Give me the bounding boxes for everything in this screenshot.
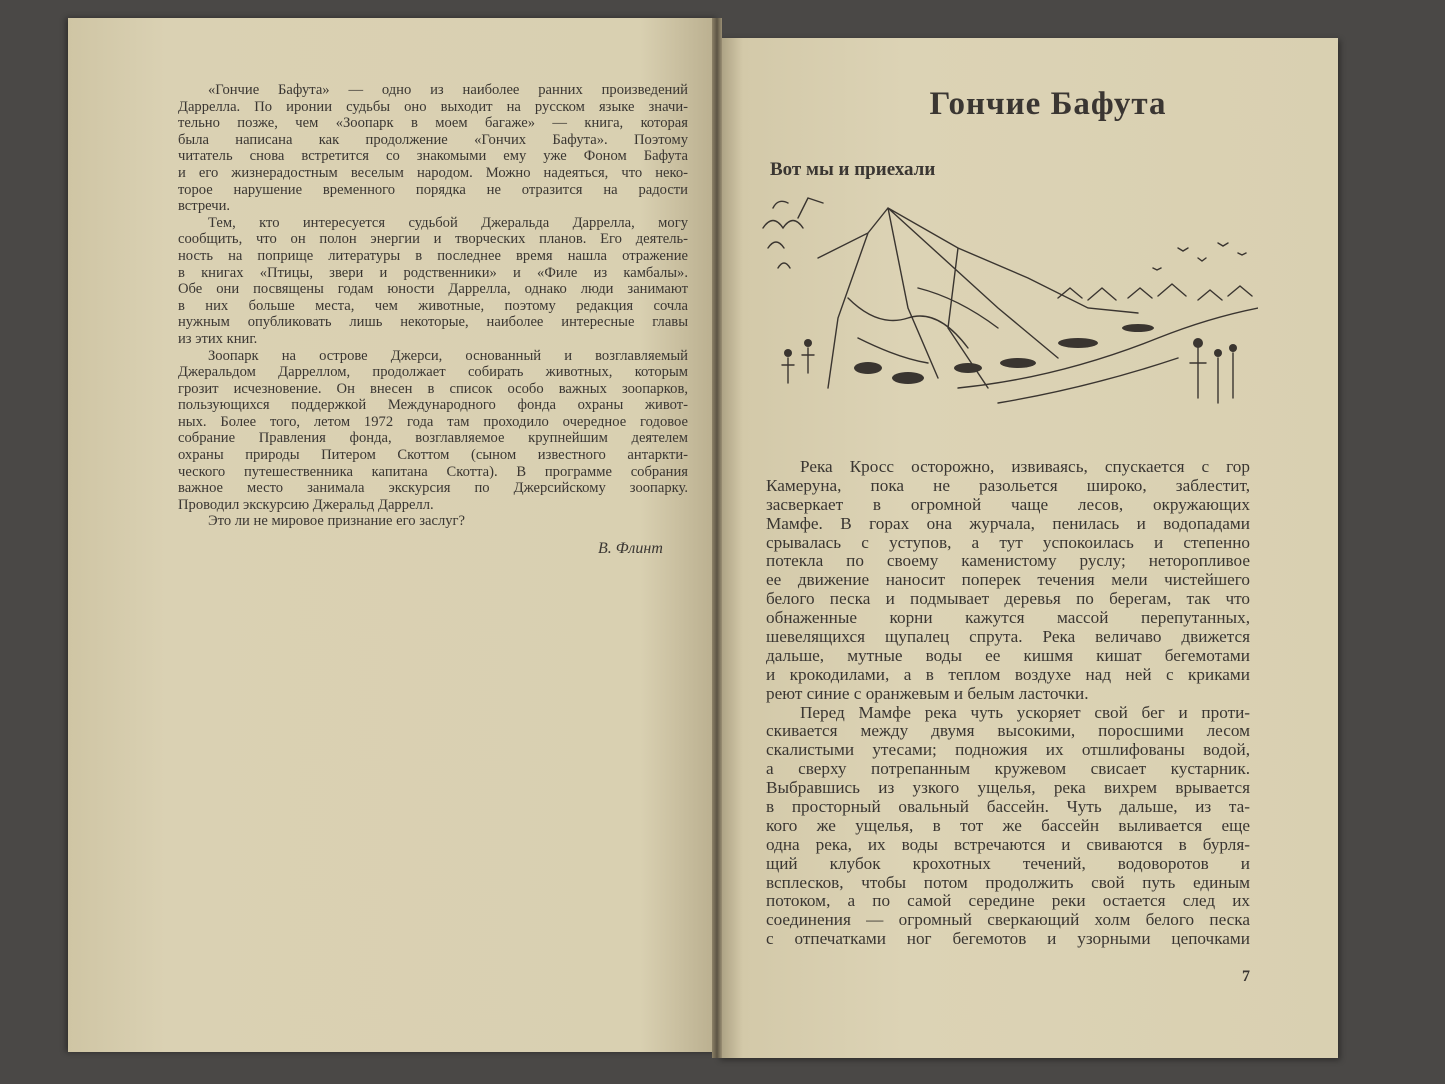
text-line: пользующихся поддержкой Международного фонда охраны живот- xyxy=(178,397,688,414)
text-line: собрание Правления фонда, возглавляемое крупнейшим деятелем xyxy=(178,430,688,447)
text-line: грозит исчезновение. Он внесен в список особо важных зоопарков, xyxy=(178,380,688,397)
birds xyxy=(1153,243,1246,270)
text-line: Тем, кто интересуется судьбой Джеральда Даррелла, могу xyxy=(208,214,688,231)
text-line: с отпечатками ног бегемотов и узорными цепочками xyxy=(766,929,1250,949)
text-line: была написана как продолжение «Гончих Бафута». Поэтому xyxy=(178,131,688,148)
paragraph xyxy=(178,513,688,530)
text-line: нужным опубликовать лишь некоторые, наиболее интересные главы xyxy=(178,314,688,331)
preface-text xyxy=(178,82,688,530)
chapter-body-text xyxy=(766,458,1250,949)
text-line: тельно позже, чем «Зоопарк в моем багаже» — книга, которая xyxy=(178,115,688,132)
text-line: в книгах «Птицы, звери и родственники» и «Филе из камбалы». xyxy=(178,264,688,281)
text-line: встречи. xyxy=(178,198,231,215)
text-line: Выбравшись из узкого ущелья, река вихрем врывается xyxy=(766,778,1250,798)
paragraph xyxy=(178,215,688,348)
figure-shape xyxy=(1122,324,1154,332)
tent-folds xyxy=(848,288,998,363)
text-line: белого песка и подмывает деревья по берегам, так что xyxy=(766,589,1250,609)
figure-head xyxy=(1214,349,1222,357)
text-line: «Гончие Бафута» — одно из наиболее ранних произведений xyxy=(208,82,688,98)
text-line: Камеруна, пока не разольется широко, заблестит, xyxy=(766,475,1250,495)
text-line: Джеральдом Дарреллом, продолжает собирать животных, которым xyxy=(178,364,688,381)
text-line: Проводил экскурсию Джеральд Даррелл. xyxy=(178,496,434,513)
foliage xyxy=(763,198,823,268)
text-line: и крокодилами, а в теплом воздухе над ней с криками xyxy=(766,664,1250,684)
text-line: скивается между двумя высокими, поросшими лесом xyxy=(766,721,1250,741)
text-line: кого же ущелья, в тот же бассейн выливается еще xyxy=(766,815,1250,835)
paragraph xyxy=(766,704,1250,950)
text-line: в них больше места, чем животные, поэтому редакция сочла xyxy=(178,297,688,314)
text-line: обнаженные корни кажутся массой перепутанных, xyxy=(766,608,1250,628)
text-line: соединения — огромный сверкающий холм белого песка xyxy=(766,910,1250,930)
text-line: щий клубок крохотных течений, водоворотов и xyxy=(766,853,1250,873)
author-signature: В. Флинт xyxy=(598,540,663,557)
book-spine-gutter xyxy=(712,18,722,1058)
text-line: шевелящихся щупалец спрута. Река величаво движется xyxy=(766,627,1250,647)
text-line: ных. Более того, летом 1972 года там проходило очередное годовое xyxy=(178,413,688,430)
text-line: скалистыми утесами; подножия их отшлифованы водой, xyxy=(766,740,1250,760)
figure-shape xyxy=(892,372,924,384)
figure-shape xyxy=(954,363,982,373)
text-line: из этих книг. xyxy=(178,330,258,347)
distant-huts xyxy=(1058,284,1252,300)
paragraph xyxy=(178,82,688,215)
text-line: срывалась с уступов, а тут успокоилась и степенно xyxy=(766,532,1250,552)
figure-head xyxy=(1193,338,1203,348)
paragraph xyxy=(766,458,1250,704)
riverbank xyxy=(958,308,1258,403)
figure-head xyxy=(784,349,792,357)
text-line: ность на поприще литературы в последнее время нашла отражение xyxy=(178,247,688,264)
text-line: потекла по своему каменистому руслу; неторопливое xyxy=(766,551,1250,571)
text-line: Река Кросс осторожно, извиваясь, спускается с гор xyxy=(800,457,1250,476)
text-line: всплесков, чтобы потом продолжить свой путь единым xyxy=(766,872,1250,892)
text-line: Обе они посвящены годам юности Даррелла, однако люди занимают xyxy=(178,281,688,298)
text-line: важное место занимала экскурсия по Джерсийскому зоопарку. xyxy=(178,480,688,497)
text-line: Это ли не мировое признание его заслуг? xyxy=(208,513,465,530)
text-line: Зоопарк на острове Джерси, основанный и возглавляемый xyxy=(208,347,688,364)
text-line: и его жизнерадостным веселым народом. Можно надеяться, что неко- xyxy=(178,164,688,181)
text-line: одна река, их воды встречаются и свиваются в бурля- xyxy=(766,834,1250,854)
text-line: торое нарушение временного порядка не отразится на радости xyxy=(178,181,688,198)
figure-shape xyxy=(1000,358,1036,368)
figure-shape xyxy=(1058,338,1098,348)
text-line: Перед Мамфе река чуть ускоряет свой бег и проти- xyxy=(800,702,1250,722)
text-line: ческого путешественника капитана Скотта). В программе собрания xyxy=(178,463,688,480)
text-line: дальше, мутные воды ее кишмя кишат бегемотами xyxy=(766,645,1250,665)
paragraph xyxy=(178,348,688,514)
text-line: реют синие с оранжевым и белым ласточки. xyxy=(766,683,1089,703)
figure-shape xyxy=(854,362,882,374)
text-line: потоком, а по самой середине реки остается след их xyxy=(766,891,1250,911)
text-line: сообщить, что он полон энергии и творческих планов. Его деятель- xyxy=(178,231,688,248)
text-line: ее движение наносит поперек течения мели чистейшего xyxy=(766,570,1250,590)
section-title: Вот мы и приехали xyxy=(770,159,936,180)
figure-head xyxy=(804,339,812,347)
chapter-title: Гончие Бафута xyxy=(929,86,1167,122)
text-line: Даррелла. По иронии судьбы оно выходит на русском языке значи- xyxy=(178,98,688,115)
text-line: Мамфе. В горах она журчала, пенилась и водопадами xyxy=(766,513,1250,533)
text-line: в просторный овальный бассейн. Чуть дальше, из та- xyxy=(766,797,1250,817)
text-line: охраны природы Питером Скоттом (сыном известного антаркти- xyxy=(178,447,688,464)
left-book-page xyxy=(68,18,718,1052)
page-number: 7 xyxy=(1242,968,1250,985)
text-line: читатель снова встретится со знакомыми ему уже Фоном Бафута xyxy=(178,148,688,165)
figure-head xyxy=(1229,344,1237,352)
river-camp-illustration xyxy=(758,188,1258,423)
figures xyxy=(782,348,1233,403)
text-line: а сверху потрепанным кружевом свисает кустарник. xyxy=(766,759,1250,779)
right-book-page xyxy=(718,38,1338,1058)
text-line: засверкает в огромной чаще лесов, окружающих xyxy=(766,494,1250,514)
